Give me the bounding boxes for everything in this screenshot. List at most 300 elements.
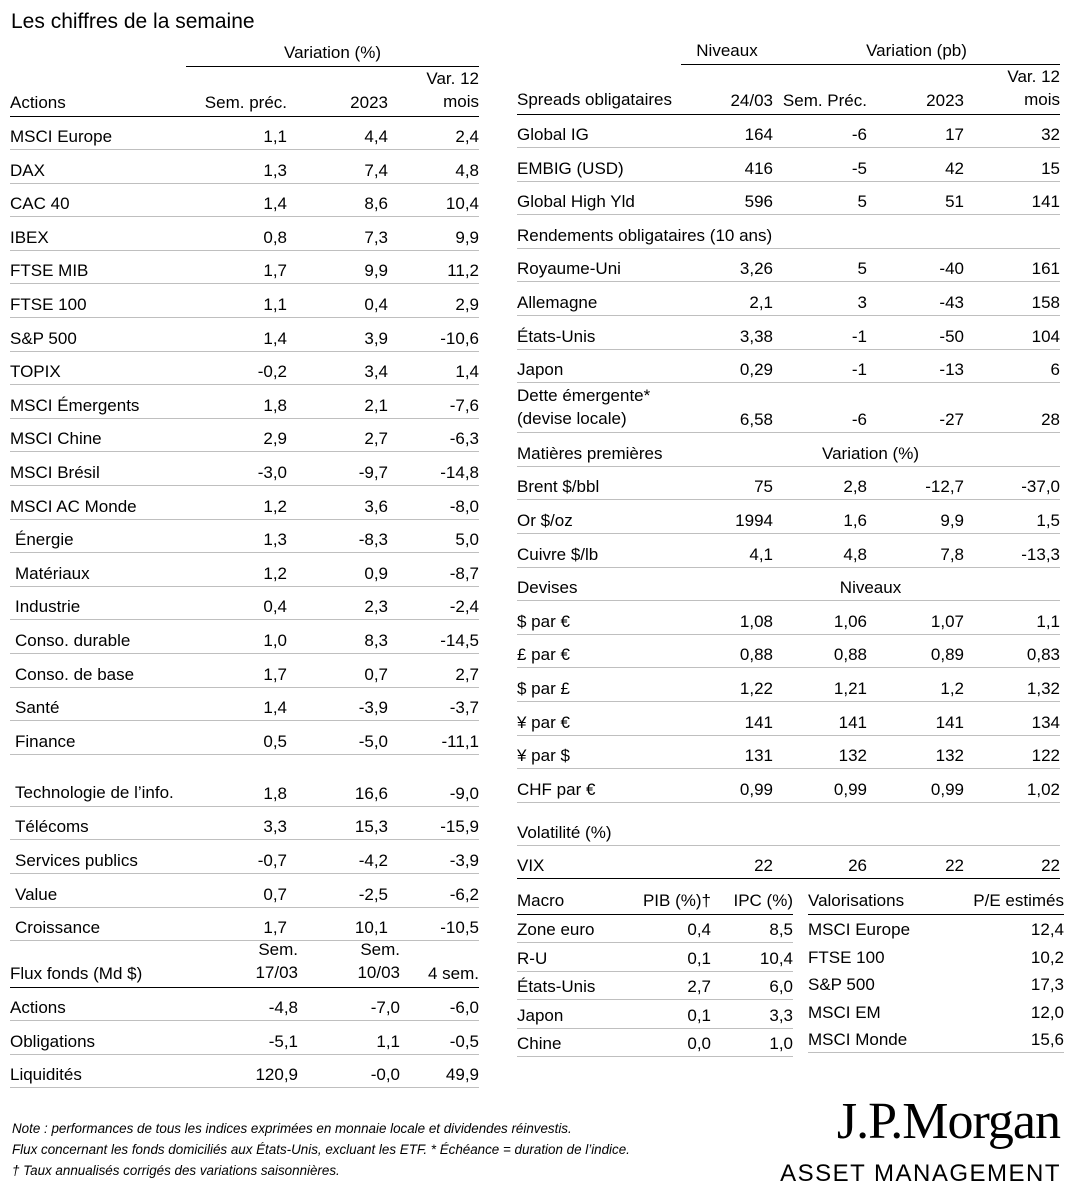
value-cell: 42 [867, 148, 964, 182]
value-cell: -13,3 [964, 534, 1060, 568]
value-cell: -3,9 [287, 687, 388, 721]
note-3: † Taux annualisés corrigés des variations saisonnières. [12, 1163, 340, 1178]
table-row [517, 769, 1060, 803]
value-cell: 416 [681, 148, 773, 182]
value-cell: 32 [964, 114, 1060, 148]
value-cell: 132 [773, 735, 867, 769]
table-row [10, 687, 479, 721]
value-cell: 11,2 [388, 250, 479, 284]
value-cell: 104 [964, 316, 1060, 350]
value-cell: 2,1 [287, 385, 388, 419]
markets-table [517, 36, 1060, 879]
row-label: Santé [10, 687, 186, 721]
value-cell: 1,32 [964, 668, 1060, 702]
table-row [10, 806, 479, 840]
value-cell: 132 [867, 735, 964, 769]
value-cell: 2,3 [287, 586, 388, 620]
row-label: TOPIX [10, 351, 186, 385]
page-title: Les chiffres de la semaine [11, 10, 255, 33]
value-cell: 0,5 [186, 721, 287, 755]
rendements-label: Rendements obligataires (10 ans) [517, 215, 1060, 249]
value-cell: -10,5 [388, 907, 479, 941]
value-cell: 3,3 [186, 806, 287, 840]
value-cell: 1,7 [186, 250, 287, 284]
row-label: CAC 40 [10, 183, 186, 217]
value-cell: 51 [867, 181, 964, 215]
value-cell: 15 [964, 148, 1060, 182]
value-cell: 9,9 [287, 250, 388, 284]
table-row [10, 620, 479, 654]
section-header [517, 567, 1060, 601]
value-cell: 5 [773, 248, 867, 282]
table-row [10, 385, 479, 419]
table-row [10, 519, 479, 553]
value-cell: 1,08 [681, 601, 773, 635]
table-row [10, 318, 479, 352]
value-cell: -3,7 [388, 687, 479, 721]
value-cell: -12,7 [867, 466, 964, 500]
value-cell: -8,3 [287, 519, 388, 553]
value-cell: 1,0 [711, 1028, 793, 1057]
value-cell: 1,02 [964, 769, 1060, 803]
col-sem-prec: Sem. préc. [186, 66, 287, 116]
row-label: MSCI Monde [808, 1025, 938, 1053]
table-row [517, 181, 1060, 215]
table-row [10, 873, 479, 907]
value-cell: 5,0 [388, 519, 479, 553]
value-cell: 22 [681, 845, 773, 879]
table-row [10, 250, 479, 284]
value-cell: -6,3 [388, 418, 479, 452]
value-cell: 0,88 [773, 634, 867, 668]
value-cell: 10,1 [287, 907, 388, 941]
table-row [517, 500, 1060, 534]
jpmorgan-logo: J.P.Morgan [836, 1093, 1060, 1150]
row-label: Brent $/bbl [517, 466, 681, 500]
note-1: Note : performances de tous les indices exprimées en monnaie locale et dividendes réinvestis. [12, 1121, 572, 1136]
row-label: R-U [517, 943, 627, 972]
row-label: IBEX [10, 217, 186, 251]
row-label: Zone euro [517, 914, 627, 943]
row-label: MSCI Europe [10, 116, 186, 150]
volatilite-label: Volatilité (%) [517, 802, 1060, 845]
row-label: Japon [517, 1000, 627, 1029]
table-row [10, 150, 479, 184]
row-label: Conso. de base [10, 654, 186, 688]
table-row [517, 914, 793, 943]
value-cell: -6,0 [400, 987, 479, 1021]
value-cell: 7,8 [867, 534, 964, 568]
value-cell: 1,4 [186, 183, 287, 217]
variation-pb-header: Variation (pb) [773, 36, 1060, 64]
table-row [517, 668, 1060, 702]
value-cell: -37,0 [964, 466, 1060, 500]
value-cell: 7,3 [287, 217, 388, 251]
table-row [517, 943, 793, 972]
table-row [517, 349, 1060, 383]
table-row [808, 1025, 1064, 1053]
row-label: CHF par € [517, 769, 681, 803]
value-cell: -2,5 [287, 873, 388, 907]
value-cell: -3,9 [388, 840, 479, 874]
value-cell: 0,4 [186, 586, 287, 620]
matieres-variation: Variation (%) [681, 433, 1060, 467]
flux-col-label: Flux fonds (Md $) [10, 935, 186, 987]
row-label: Dette émergente* (devise locale) [517, 383, 681, 433]
value-cell: 15,3 [287, 806, 388, 840]
valo-label: Valorisations [808, 880, 938, 914]
col-ipc: IPC (%) [711, 880, 793, 914]
table-row [517, 316, 1060, 350]
table-row [10, 183, 479, 217]
value-cell: -10,6 [388, 318, 479, 352]
value-cell: -40 [867, 248, 964, 282]
value-cell: -6,2 [388, 873, 479, 907]
table-row [517, 148, 1060, 182]
row-label: Cuivre $/lb [517, 534, 681, 568]
row-label: FTSE 100 [808, 947, 885, 967]
col-pe: P/E estimés [938, 880, 1064, 914]
value-cell: 49,9 [400, 1054, 479, 1088]
value-cell: 1,2 [867, 668, 964, 702]
value-cell: -50 [867, 316, 964, 350]
value-cell: -14,8 [388, 452, 479, 486]
value-cell: 0,7 [287, 654, 388, 688]
value-cell: 1,6 [773, 500, 867, 534]
value-cell: 6,58 [681, 383, 773, 433]
value-cell: -14,5 [388, 620, 479, 654]
value-cell: -3,0 [186, 452, 287, 486]
value-cell: -9,7 [287, 452, 388, 486]
value-cell: 131 [681, 735, 773, 769]
col-2403: 24/03 [681, 64, 773, 114]
row-label: £ par € [517, 634, 681, 668]
row-label: MSCI Europe [808, 920, 911, 939]
value-cell: 17 [867, 114, 964, 148]
table-row [10, 553, 479, 587]
table-row [10, 654, 479, 688]
row-label: $ par € [517, 601, 681, 635]
table-row [10, 721, 479, 755]
value-cell: 10,4 [388, 183, 479, 217]
macro-label: Macro [517, 880, 627, 914]
table-row [10, 452, 479, 486]
row-label: Finance [10, 721, 186, 755]
table-row [517, 534, 1060, 568]
value-cell: -0,0 [298, 1054, 400, 1088]
value-cell: 1,4 [186, 318, 287, 352]
value-cell: 141 [964, 181, 1060, 215]
value-cell: 134 [964, 702, 1060, 736]
row-label: Conso. durable [10, 620, 186, 654]
table-row [10, 987, 479, 1021]
value-cell: 1,06 [773, 601, 867, 635]
value-cell: 1,4 [388, 351, 479, 385]
value-cell: 16,6 [287, 754, 388, 806]
value-cell: 1,3 [186, 150, 287, 184]
value-cell: 75 [681, 466, 773, 500]
value-cell: 1,3 [186, 519, 287, 553]
value-cell: 161 [964, 248, 1060, 282]
value-cell: -7,0 [298, 987, 400, 1021]
actions-col-label: Actions [10, 66, 186, 116]
table-row [517, 1000, 793, 1029]
value-cell: 2,9 [186, 418, 287, 452]
value-cell: -27 [867, 383, 964, 433]
value-cell: 0,4 [287, 284, 388, 318]
note-2: Flux concernant les fonds domiciliés aux États-Unis, excluant les ETF. * Échéance = duration de l’indice. [12, 1142, 630, 1157]
row-label: $ par £ [517, 668, 681, 702]
row-label: FTSE MIB [10, 250, 186, 284]
col-pib: PIB (%)† [627, 880, 711, 914]
value-cell: -1 [773, 316, 867, 350]
table-row [517, 971, 793, 1000]
footnotes [12, 1118, 630, 1181]
table-row [10, 1021, 479, 1055]
col-4sem: 4 sem. [400, 935, 479, 987]
value-cell: 0,4 [627, 914, 711, 943]
value-cell: 122 [964, 735, 1060, 769]
row-label: Services publics [10, 840, 186, 874]
value-cell: -8,0 [388, 486, 479, 520]
value-cell: 1,1 [298, 1021, 400, 1055]
value-cell: 1,1 [964, 601, 1060, 635]
value-cell: 141 [681, 702, 773, 736]
devises-niveaux: Niveaux [681, 567, 1060, 601]
value-cell: 2,7 [388, 654, 479, 688]
row-label: Industrie [10, 586, 186, 620]
value-cell: 3,26 [681, 248, 773, 282]
value-cell: 1994 [681, 500, 773, 534]
value-cell: 8,6 [287, 183, 388, 217]
table-row [517, 248, 1060, 282]
section-header [517, 802, 1060, 845]
table-row [10, 586, 479, 620]
value-cell: 0,9 [287, 553, 388, 587]
table-row [517, 383, 1060, 433]
value-cell: 1,21 [773, 668, 867, 702]
actions-table [10, 38, 479, 941]
row-label: Télécoms [10, 806, 186, 840]
value-cell: -0,5 [400, 1021, 479, 1055]
value-cell: 2,7 [287, 418, 388, 452]
value-cell: 3,6 [287, 486, 388, 520]
value-cell: 1,8 [186, 754, 287, 806]
table-row [808, 914, 1064, 942]
row-label: Royaume-Uni [517, 248, 681, 282]
row-label: DAX [10, 150, 186, 184]
value-cell: 3,4 [287, 351, 388, 385]
section-header [517, 433, 1060, 467]
value-cell: -11,1 [388, 721, 479, 755]
value-cell: 1,2 [186, 486, 287, 520]
col-var-12: Var. 12 mois [388, 66, 479, 116]
row-label: ¥ par $ [517, 735, 681, 769]
row-label: S&P 500 [10, 318, 186, 352]
col-2023: 2023 [287, 66, 388, 116]
value-cell: 22 [867, 845, 964, 879]
value-cell: 3,3 [711, 1000, 793, 1029]
value-cell: -0,2 [186, 351, 287, 385]
row-label: Actions [10, 987, 186, 1021]
table-row [10, 418, 479, 452]
row-label: FTSE 100 [10, 284, 186, 318]
value-cell: -6 [773, 383, 867, 433]
value-cell: 1,07 [867, 601, 964, 635]
value-cell: 9,9 [388, 217, 479, 251]
value-cell: 1,2 [186, 553, 287, 587]
row-label: États-Unis [517, 316, 681, 350]
value-cell: 8,5 [711, 914, 793, 943]
value-cell: 4,4 [287, 116, 388, 150]
value-cell: 3 [773, 282, 867, 316]
value-cell: 7,4 [287, 150, 388, 184]
row-label: MSCI Émergents [10, 385, 186, 419]
value-cell: 8,3 [287, 620, 388, 654]
row-label: MSCI EM [808, 1002, 881, 1022]
col-sem-1703: Sem. 17/03 [186, 935, 298, 987]
row-label: S&P 500 [808, 975, 875, 994]
value-cell: 5 [773, 181, 867, 215]
row-label: Allemagne [517, 282, 681, 316]
value-cell: 0,99 [773, 769, 867, 803]
value-cell: 26 [773, 845, 867, 879]
table-row [808, 997, 1064, 1025]
matieres-label: Matières premières [517, 433, 681, 467]
table-row [10, 840, 479, 874]
value-cell: 1,1 [186, 116, 287, 150]
value-cell: 0,99 [681, 769, 773, 803]
value-cell: -9,0 [388, 754, 479, 806]
variation-header: Variation (%) [186, 38, 479, 66]
value-cell: 2,9 [388, 284, 479, 318]
col-sem-1003: Sem. 10/03 [298, 935, 400, 987]
value-cell: 0,88 [681, 634, 773, 668]
value-cell: 6 [964, 349, 1060, 383]
value-cell: 2,1 [681, 282, 773, 316]
value-cell: 10,2 [1030, 947, 1064, 967]
row-label: Matériaux [10, 553, 186, 587]
value-cell: 0,7 [186, 873, 287, 907]
row-label: Japon [517, 349, 681, 383]
value-cell: -15,9 [388, 806, 479, 840]
table-row [517, 601, 1060, 635]
value-cell: -2,4 [388, 586, 479, 620]
value-cell: 0,0 [627, 1028, 711, 1057]
value-cell: 1,7 [186, 907, 287, 941]
value-cell: -0,7 [186, 840, 287, 874]
value-cell: 120,9 [186, 1054, 298, 1088]
flux-table [10, 935, 479, 1088]
row-label: MSCI AC Monde [10, 486, 186, 520]
spreads-label: Spreads obligataires [517, 64, 681, 114]
value-cell: 0,1 [627, 943, 711, 972]
value-cell: 1,5 [964, 500, 1060, 534]
value-cell: 12,4 [1030, 920, 1064, 939]
col-sem-prec-r: Sem. Préc. [773, 64, 867, 114]
value-cell: -4,8 [186, 987, 298, 1021]
value-cell: 4,8 [388, 150, 479, 184]
value-cell: 0,8 [186, 217, 287, 251]
value-cell: 1,8 [186, 385, 287, 419]
row-label: Énergie [10, 519, 186, 553]
value-cell: 10,4 [711, 943, 793, 972]
value-cell: 2,7 [627, 971, 711, 1000]
value-cell: 3,9 [287, 318, 388, 352]
table-row [517, 634, 1060, 668]
value-cell: 6,0 [711, 971, 793, 1000]
value-cell: 17,3 [1030, 975, 1064, 994]
value-cell: 12,0 [1030, 1002, 1064, 1022]
row-label: VIX [517, 845, 681, 879]
value-cell: 9,9 [867, 500, 964, 534]
row-label: Chine [517, 1028, 627, 1057]
devises-label: Devises [517, 567, 681, 601]
value-cell: 15,6 [938, 1025, 1064, 1053]
table-row [517, 845, 1060, 879]
value-cell: 0,83 [964, 634, 1060, 668]
table-row [808, 970, 1064, 998]
table-row [517, 735, 1060, 769]
table-row [517, 1028, 793, 1057]
value-cell: 2,4 [388, 116, 479, 150]
row-label: États-Unis [517, 971, 627, 1000]
asset-management-logo: ASSET MANAGEMENT [780, 1160, 1061, 1187]
table-row [808, 942, 1064, 970]
table-row [517, 466, 1060, 500]
value-cell: 0,89 [867, 634, 964, 668]
row-label: Obligations [10, 1021, 186, 1055]
value-cell: 141 [867, 702, 964, 736]
value-cell: 0,29 [681, 349, 773, 383]
col-2023-r: 2023 [867, 64, 964, 114]
table-row [10, 284, 479, 318]
value-cell: 141 [773, 702, 867, 736]
row-label: Croissance [10, 907, 186, 941]
row-label: EMBIG (USD) [517, 148, 681, 182]
table-row [10, 1054, 479, 1088]
macro-table [517, 880, 793, 1057]
value-cell: -4,2 [287, 840, 388, 874]
value-cell: 28 [964, 383, 1060, 433]
row-label: Technologie de l’info. [10, 754, 186, 806]
valo-table [808, 880, 1064, 1053]
row-label: MSCI Brésil [10, 452, 186, 486]
value-cell: 2,8 [773, 466, 867, 500]
table-row [10, 754, 479, 806]
value-cell: 3,38 [681, 316, 773, 350]
row-label: Liquidités [10, 1054, 186, 1088]
value-cell: 1,7 [186, 654, 287, 688]
row-label: Value [10, 873, 186, 907]
row-label: Or $/oz [517, 500, 681, 534]
value-cell: -7,6 [388, 385, 479, 419]
value-cell: 158 [964, 282, 1060, 316]
value-cell: -6 [773, 114, 867, 148]
value-cell: -5,0 [287, 721, 388, 755]
table-row [10, 351, 479, 385]
table-row [517, 282, 1060, 316]
value-cell: 0,1 [627, 1000, 711, 1029]
table-row [10, 116, 479, 150]
row-label: Global High Yld [517, 181, 681, 215]
row-label: MSCI Chine [10, 418, 186, 452]
value-cell: -5 [773, 148, 867, 182]
table-row [517, 702, 1060, 736]
row-label: ¥ par € [517, 702, 681, 736]
col-var-12-r: Var. 12 mois [964, 64, 1060, 114]
value-cell: -1 [773, 349, 867, 383]
